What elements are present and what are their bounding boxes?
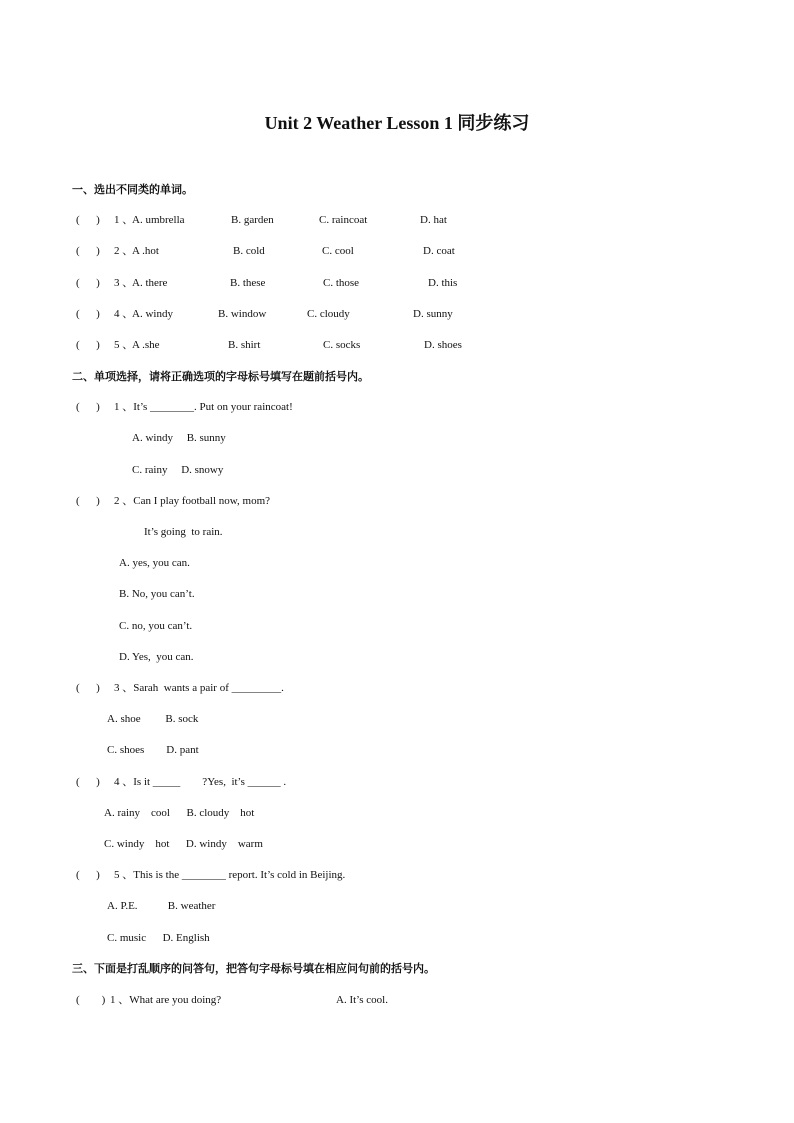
- question-stem: 2 、Can I play football now, mom?: [114, 495, 271, 507]
- answer-paren: ( ): [76, 245, 100, 257]
- option-c: C. socks: [323, 339, 361, 351]
- option-b: B. No, you can’t.: [119, 588, 195, 600]
- option-d: D. hat: [420, 214, 447, 226]
- options-row: C. windy hot D. windy warm: [104, 838, 263, 850]
- question-stem: 4 、Is it _____ ?Yes, it’s ______ .: [114, 776, 287, 788]
- options-row: C. rainy D. snowy: [132, 464, 224, 476]
- section3-heading: 三、下面是打乱顺序的问答句，把答句字母标号填在相应问句前的括号内。: [72, 962, 435, 975]
- item-number: 4 、: [114, 308, 134, 320]
- option-d: D. sunny: [413, 308, 453, 320]
- option-d: D. coat: [423, 245, 455, 257]
- answer-paren: ( ): [76, 776, 100, 788]
- page-title: Unit 2 Weather Lesson 1 同步练习: [264, 113, 530, 133]
- option-a: A. there: [132, 277, 168, 289]
- option-b: B. shirt: [228, 339, 261, 351]
- option-c: C. raincoat: [319, 214, 368, 226]
- item-number: 3 、: [114, 277, 134, 289]
- option-c: C. cool: [322, 245, 354, 257]
- question-stem: 5 、This is the ________ report. It’s cold in Beijing.: [114, 869, 346, 881]
- question-stem: 1 、What are you doing?: [110, 994, 222, 1006]
- answer-paren: ( ): [76, 339, 100, 351]
- option-b: B. these: [230, 277, 266, 289]
- option-a: A. umbrella: [132, 214, 185, 226]
- options-row: C. music D. English: [107, 932, 210, 944]
- answer-paren: ( ): [76, 682, 100, 694]
- section1-heading: 一、选出不同类的单词。: [72, 183, 193, 196]
- options-row: A. shoe B. sock: [107, 713, 199, 725]
- option-b: B. cold: [233, 245, 265, 257]
- answer-paren: ( ): [76, 495, 100, 507]
- answer-paren: ( ): [76, 869, 100, 881]
- option-c: C. those: [323, 277, 360, 289]
- item-number: 5 、: [114, 339, 134, 351]
- answer-paren: ( ): [76, 994, 106, 1006]
- answer-paren: ( ): [76, 401, 100, 413]
- item-number: 1 、: [114, 214, 134, 226]
- options-row: A. windy B. sunny: [132, 432, 226, 444]
- options-row: C. shoes D. pant: [107, 744, 199, 756]
- answer-paren: ( ): [76, 308, 100, 320]
- options-row: A. rainy cool B. cloudy hot: [104, 807, 255, 819]
- item-number: 2 、: [114, 245, 134, 257]
- option-c: C. cloudy: [307, 308, 350, 320]
- answer-option: A. It’s cool.: [336, 994, 388, 1006]
- option-d: D. shoes: [424, 339, 462, 351]
- option-b: B. garden: [231, 214, 274, 226]
- option-c: C. no, you can’t.: [119, 620, 193, 632]
- question-stem: 3 、Sarah wants a pair of _________.: [114, 682, 284, 694]
- answer-paren: ( ): [76, 277, 100, 289]
- options-row: A. P.E. B. weather: [107, 900, 216, 912]
- question-stem: 1 、It’s ________. Put on your raincoat!: [114, 401, 293, 413]
- answer-paren: ( ): [76, 214, 100, 226]
- option-a: A .hot: [132, 245, 159, 257]
- option-d: D. this: [428, 277, 458, 289]
- option-a: A .she: [132, 339, 160, 351]
- question-context: It’s going to rain.: [144, 526, 223, 538]
- option-d: D. Yes, you can.: [119, 651, 194, 663]
- option-a: A. yes, you can.: [119, 557, 190, 569]
- option-b: B. window: [218, 308, 267, 320]
- section2-heading: 二、单项选择，请将正确选项的字母标号填写在题前括号内。: [72, 370, 369, 383]
- option-a: A. windy: [132, 308, 173, 320]
